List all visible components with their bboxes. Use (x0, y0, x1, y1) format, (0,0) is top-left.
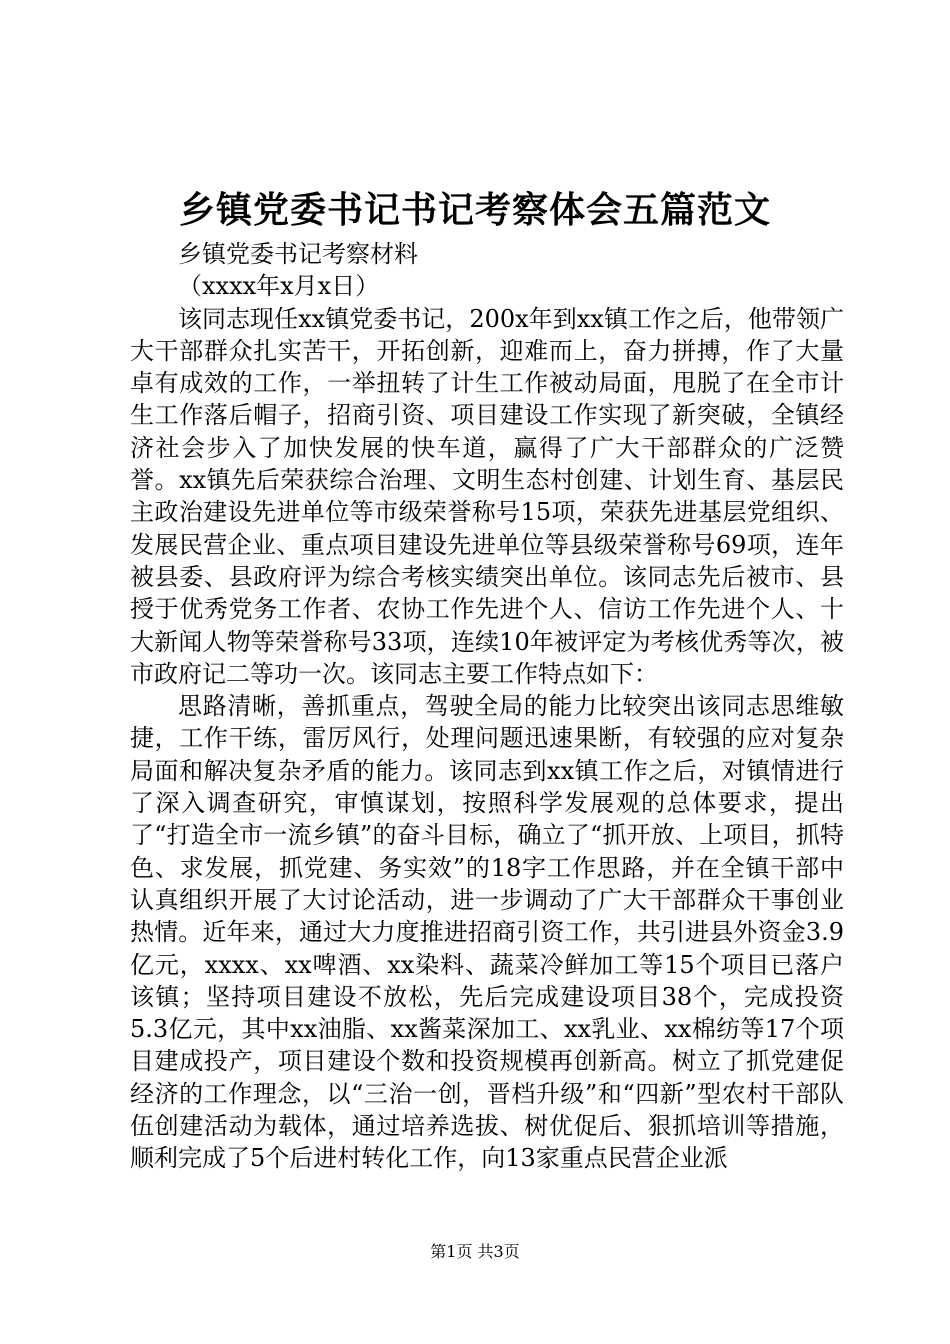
page-footer: 第1页 共3页 (430, 1242, 520, 1261)
body-paragraph: 思路清晰，善抓重点，驾驶全局的能力比较突出该同志思维敏捷，工作干练，雷厉风行，处理问题迅速果断，有较强的应对复杂局面和解决复杂矛盾的能力。该同志到xx镇工作之后，对镇情进行了深入调查研究，审慎谋划，按照科学发展观的总体要求，提出了“打造全市一流乡镇”的奋斗目标，确立了“抓开放、上项目，抓特色、求发展，抓党建、务实效”的18字工作思路，并在全镇干部中认真组织开展了大讨论活动，进一步调动了广大干部群众干事创业热情。近年来，通过大力度推进招商引资工作，共引进县外资金3.9亿元，xxxx、xx啤酒、xx染料、蔬菜冷鲜加工等15个项目已落户该镇；坚持项目建设不放松，先后完成建设项目38个，完成投资5.3亿元，其中xx油脂、xx酱菜深加工、xx乳业、xx棉纺等17个项目建成投产，项目建设个数和投资规模再创新高。树立了抓党建促经济的工作理念，以“三治一创，晋档升级”和“四新”型农村干部队伍创建活动为载体，通过培养选拔、树优促后、狠抓培训等措施，顺利完成了5个后进村转化工作，向13家重点民营企业派 (130, 692, 844, 1173)
subtitle-paragraph: 乡镇党委书记考察材料 (178, 240, 418, 268)
document-body (130, 238, 844, 1175)
body-paragraph: 该同志现任xx镇党委书记，200x年到xx镇工作之后，他带领广大干部群众扎实苦干，开拓创新，迎难而上，奋力拼搏，作了大量卓有成效的工作，一举扭转了计生工作被动局面，甩脱了在全市计生工作落后帽子，招商引资、项目建设工作实现了新突破，全镇经济社会步入了加快发展的快车道，赢得了广大干部群众的广泛赞誉。xx镇先后荣获综合治理、文明生态村创建、计划生育、基层民主政治建设先进单位等市级荣誉称号15项，荣获先进基层党组织、发展民营企业、重点项目建设先进单位等县级荣誉称号69项，连年被县委、县政府评为综合考核实绩突出单位。该同志先后被市、县授于优秀党务工作者、农协工作先进个人、信访工作先进个人、十大新闻人物等荣誉称号33项，连续10年被评定为考核优秀等次，被市政府记二等功一次。该同志主要工作特点如下： (130, 304, 844, 688)
document-title: 乡镇党委书记书记考察体会五篇范文 (178, 189, 771, 231)
date-paragraph: （xxxx年x月x日） (178, 272, 380, 301)
